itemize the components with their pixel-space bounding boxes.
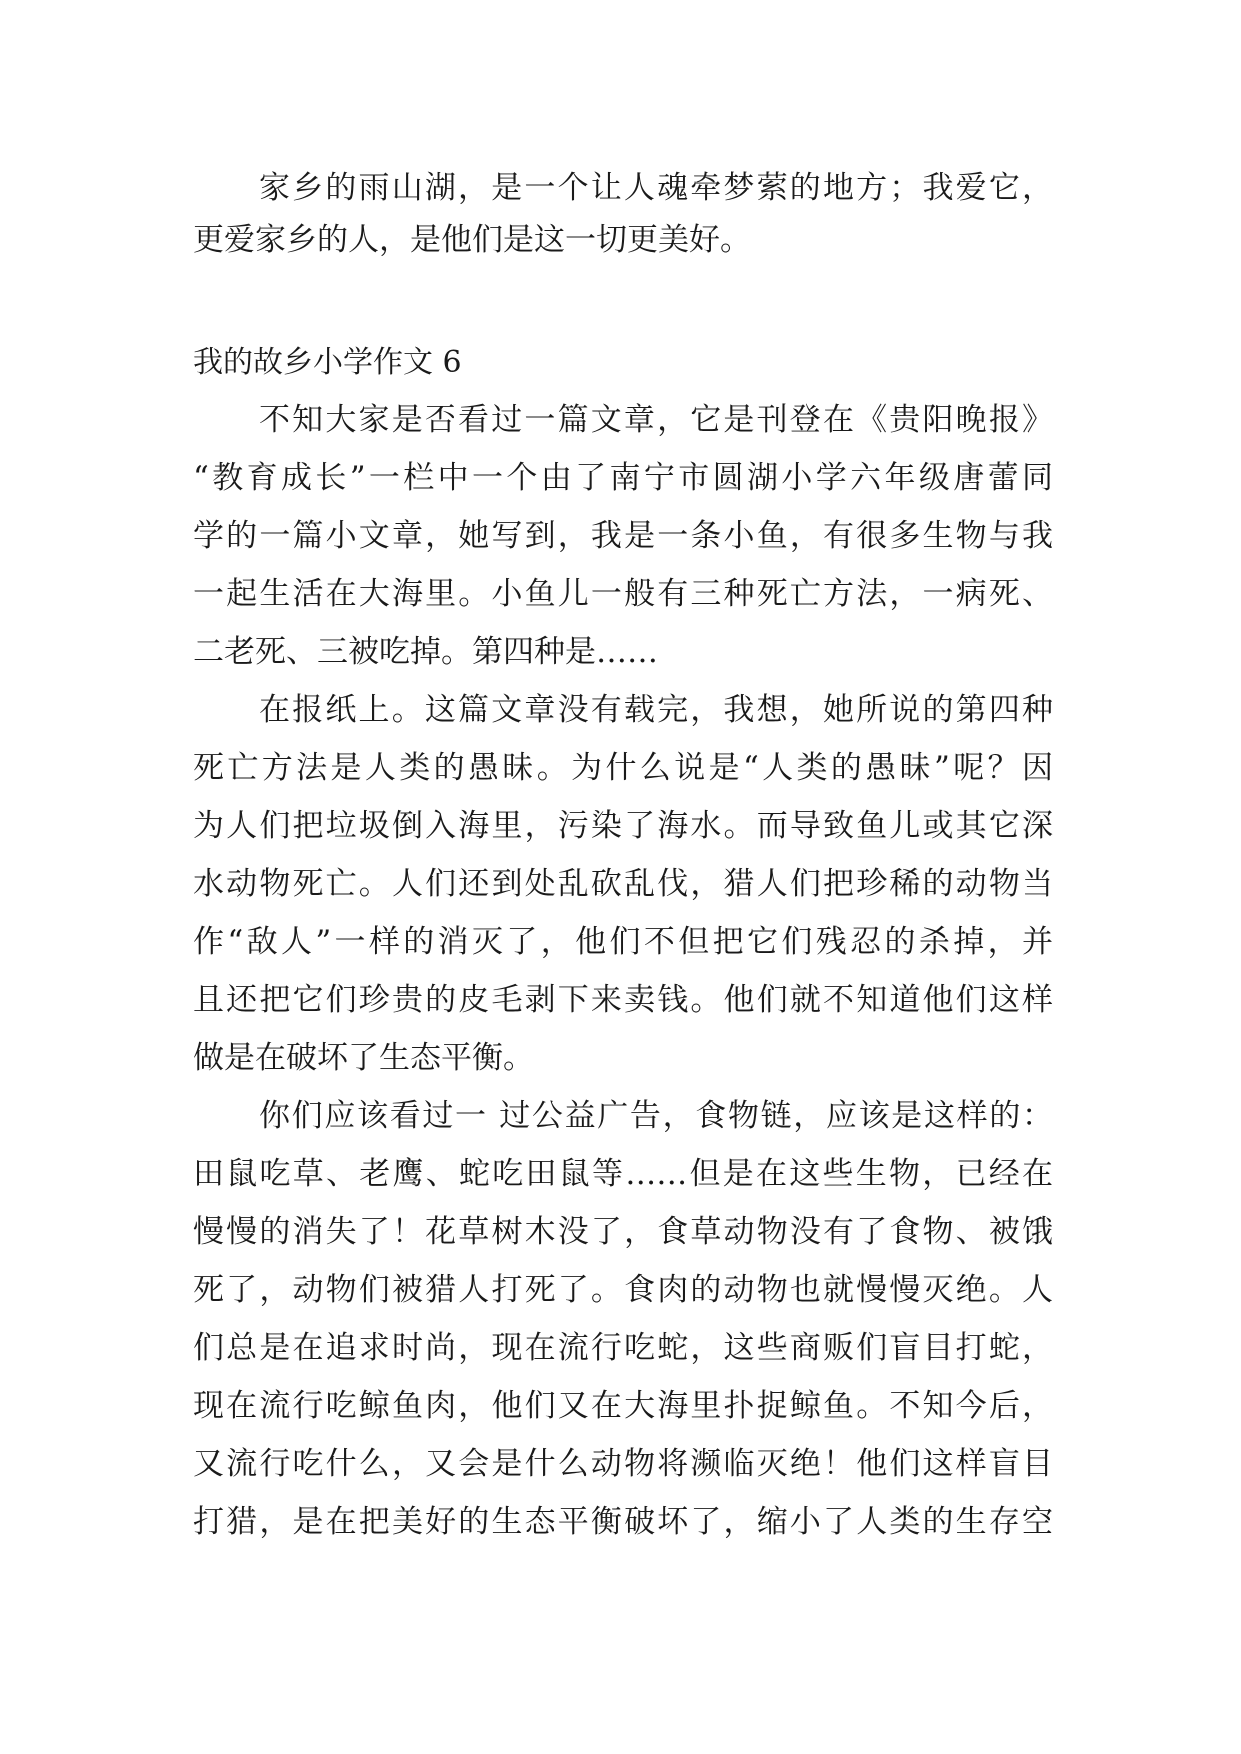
- p1-line-5: 二老死、三被吃掉。第四种是……: [193, 634, 658, 670]
- p1-line-3: 学的一篇小文章，她写到，我是一条小鱼，有很多生物与我: [193, 518, 1053, 554]
- p1-line-4: 一起生活在大海里。小鱼儿一般有三种死亡方法，一病死、: [193, 576, 1053, 612]
- p2-line-1: 在报纸上。这篇文章没有载完，我想，她所说的第四种: [259, 692, 1053, 728]
- p2-line-5: 作“敌人”一样的消灭了，他们不但把它们残忍的杀掉，并: [193, 924, 1053, 960]
- p3-line-3: 慢慢的消失了！花草树木没了，食草动物没有了食物、被饿: [193, 1214, 1053, 1250]
- p3-line-7: 又流行吃什么，又会是什么动物将濒临灭绝！他们这样盲目: [193, 1446, 1053, 1482]
- p1-line-1: 不知大家是否看过一篇文章，它是刊登在《贵阳晚报》: [259, 402, 1053, 438]
- p2-line-2: 死亡方法是人类的愚昧。为什么说是“人类的愚昧”呢？因: [193, 750, 1053, 786]
- intro-line-1: 家乡的雨山湖，是一个让人魂牵梦萦的地方；我爱它，: [259, 170, 1053, 206]
- section-heading: 我的故乡小学作文 6: [193, 345, 462, 380]
- p3-line-1: 你们应该看过一 过公益广告，食物链，应该是这样的：: [259, 1098, 1053, 1134]
- p3-line-4: 死了，动物们被猎人打死了。食肉的动物也就慢慢灭绝。人: [193, 1272, 1053, 1308]
- p3-line-2: 田鼠吃草、老鹰、蛇吃田鼠等……但是在这些生物，已经在: [193, 1156, 1053, 1192]
- p3-line-5: 们总是在追求时尚，现在流行吃蛇，这些商贩们盲目打蛇，: [193, 1330, 1053, 1366]
- intro-line-2: 更爱家乡的人，是他们是这一切更美好。: [193, 222, 751, 258]
- p2-line-7: 做是在破坏了生态平衡。: [193, 1040, 534, 1076]
- p3-line-8: 打猎，是在把美好的生态平衡破坏了，缩小了人类的生存空: [193, 1504, 1053, 1540]
- p1-line-2: “教育成长”一栏中一个由了南宁市圆湖小学六年级唐蕾同: [193, 460, 1053, 496]
- p3-line-6: 现在流行吃鲸鱼肉，他们又在大海里扑捉鲸鱼。不知今后，: [193, 1388, 1053, 1424]
- p2-line-3: 为人们把垃圾倒入海里，污染了海水。而导致鱼儿或其它深: [193, 808, 1053, 844]
- p2-line-4: 水动物死亡。人们还到处乱砍乱伐，猎人们把珍稀的动物当: [193, 866, 1053, 902]
- p2-line-6: 且还把它们珍贵的皮毛剥下来卖钱。他们就不知道他们这样: [193, 982, 1053, 1018]
